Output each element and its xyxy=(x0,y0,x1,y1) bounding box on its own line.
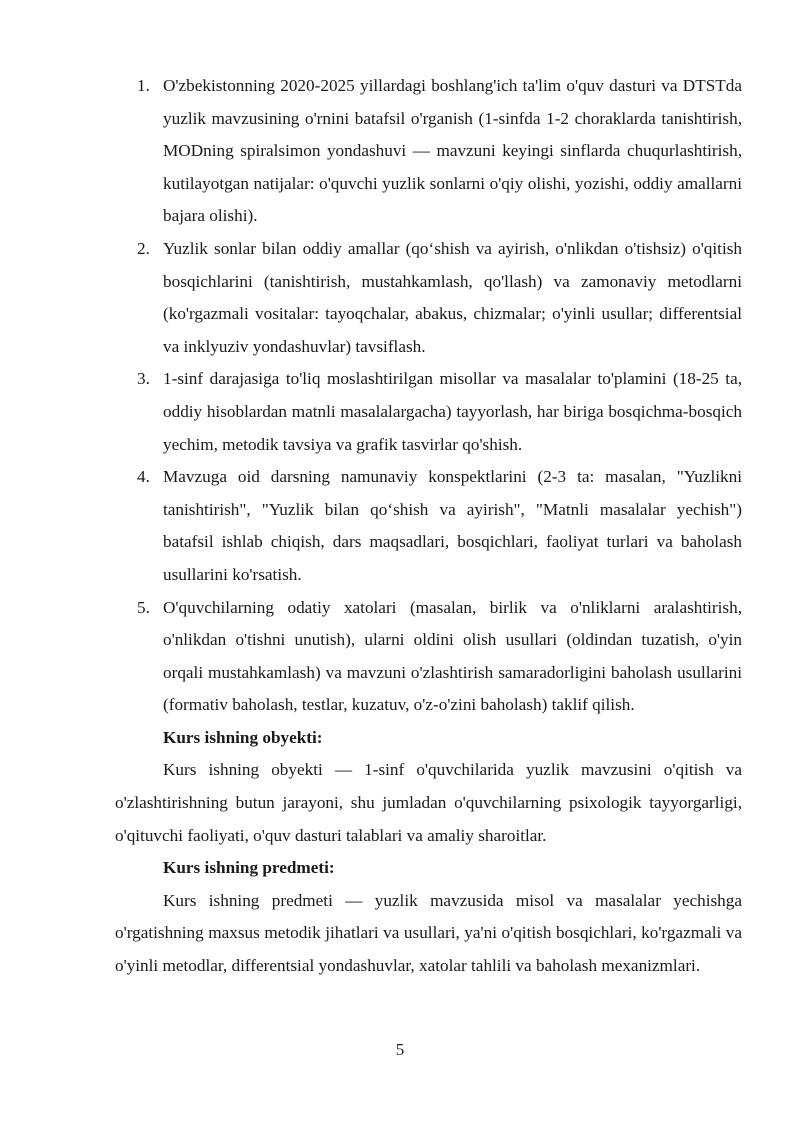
list-item xyxy=(115,461,742,591)
list-item xyxy=(115,233,742,363)
object-heading: Kurs ishning obyekti: xyxy=(163,727,323,747)
page-number: 5 xyxy=(395,1040,405,1059)
list-item-text: Yuzlik sonlar bilan oddiy amallar (qo‘shish va ayirish, o'nlikdan o'tishsiz) o'qitish bosqichlarini (tanishtirish, mustahkamlash, qo'llash) va zamonaviy metodlarni (ko'rgazmali vositalar: tayoqchalar, abakus, chizmalar; o'yinli usullar; differentsial va inklyuziv yondashuvlar) tavsiflash. xyxy=(163,238,742,356)
list-item-text: O'quvchilarning odatiy xatolari (masalan, birlik va o'nliklarni aralashtirish, o'nlikdan o'tishni unutish), ularni oldini olish usullari (oldindan tuzatish, o'yin orqali mustahkamlash) va mavzuni o'zlashtirish samaradorligini baholash usullarini (formativ baholash, testlar, kuzatuv, o'z-o'zini baholash) taklif qilish. xyxy=(163,597,742,715)
page-content xyxy=(115,70,742,983)
object-paragraph: Kurs ishning obyekti — 1-sinf o'quvchilarida yuzlik mavzusini o'qitish va o'zlashtirishning butun jarayoni, shu jumladan o'quvchilarning psixologik tayyorgarligi, o'qituvchi faoliyati, o'quv dasturi talablari va amaliy sharoitlar. xyxy=(115,760,742,845)
list-item-number: 5. xyxy=(137,597,150,617)
subject-heading: Kurs ishning predmeti: xyxy=(163,858,335,878)
task-list xyxy=(115,70,742,722)
list-item-number: 1. xyxy=(137,76,150,95)
list-item-text: Mavzuga oid darsning namunaviy konspektlarini (2-3 ta: masalan, "Yuzlikni tanishtirish", "Yuzlik bilan qo‘shish va ayirish", "Matnli masalalar yechish") batafsil ishlab chiqish, dars maqsadlari, bosqichlari, faoliyat turlari va baholash usullarini ko'rsatish. xyxy=(163,467,742,584)
list-item-text: O'zbekistonning 2020-2025 yillardagi boshlang'ich ta'lim o'quv dasturi va DTSTda yuzlik mavzusining o'rnini batafsil o'rganish (1-sinfda 1-2 choraklarda tanishtirish, MODning spiralsimon yondashuvi — mavzuni keyingi sinflarda chuqurlashtirish, kutilayotgan natijalar: o'quvchi yuzlik sonlarni o'qiy olishi, yozishi, oddiy amallarni bajara olishi). xyxy=(163,76,742,226)
list-item xyxy=(115,363,742,461)
list-item-number: 4. xyxy=(137,467,150,487)
subject-paragraph: Kurs ishning predmeti — yuzlik mavzusida misol va masalalar yechishga o'rgatishning maxsus metodik jihatlari va usullari, ya'ni o'qitish bosqichlari, ko'rgazmali va o'yinli metodlar, differentsial yondashuvlar, xatolar tahlili va baholash mexanizmlari. xyxy=(115,890,742,976)
list-item-number: 3. xyxy=(137,369,150,389)
list-item-text: 1-sinf darajasiga to'liq moslashtirilgan misollar va masalalar to'plamini (18-25 ta, oddiy hisoblardan matnli masalalargacha) tayyorlash, har biriga bosqichma-bosqich yechim, metodik tavsiya va grafik tasvirlar qo'shish. xyxy=(163,369,742,454)
list-item-number: 2. xyxy=(137,238,150,258)
list-item xyxy=(115,70,742,233)
list-item xyxy=(115,592,742,722)
